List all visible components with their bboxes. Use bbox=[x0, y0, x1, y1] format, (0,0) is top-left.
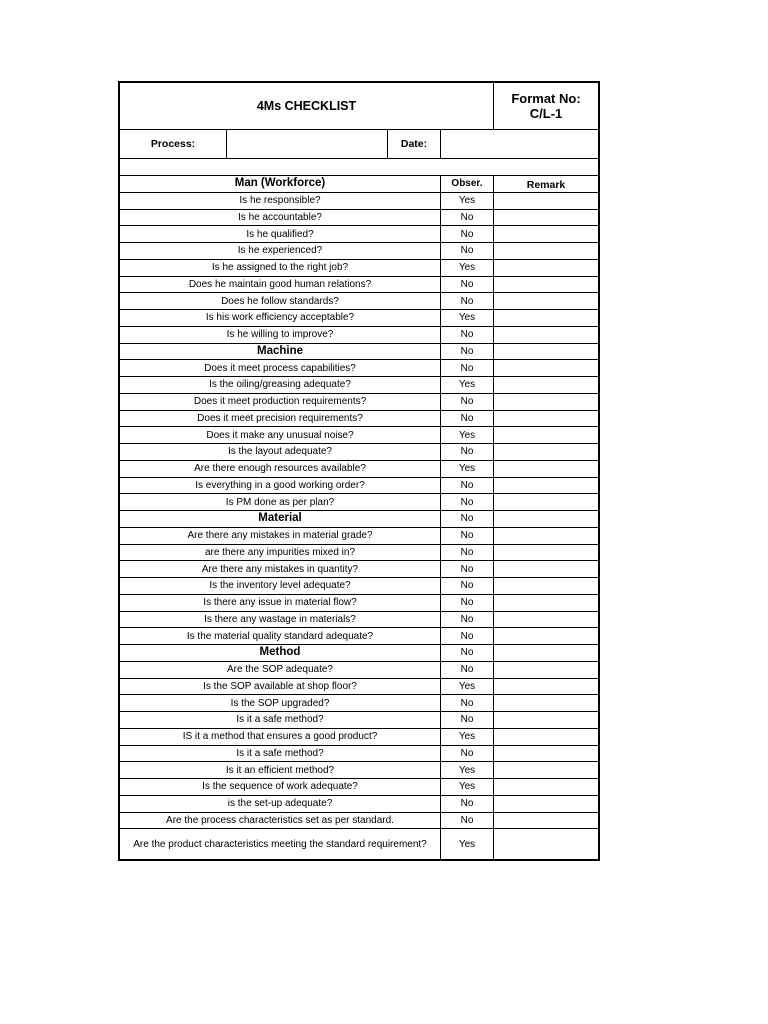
format-value: C/L-1 bbox=[529, 106, 563, 121]
observation-cell[interactable]: No bbox=[441, 712, 494, 728]
observation-cell[interactable]: No bbox=[441, 813, 494, 829]
question-cell: Is he responsible? bbox=[120, 193, 441, 209]
observation-cell[interactable]: No bbox=[441, 210, 494, 226]
table-row bbox=[120, 210, 598, 227]
remark-cell[interactable] bbox=[494, 662, 598, 678]
question-cell: Is it an efficient method? bbox=[120, 762, 441, 778]
question-cell: Does it meet production requirements? bbox=[120, 394, 441, 410]
remark-cell[interactable] bbox=[494, 779, 598, 795]
observation-cell[interactable]: No bbox=[441, 478, 494, 494]
remark-cell[interactable] bbox=[494, 645, 598, 661]
remark-column-header: Remark bbox=[526, 179, 566, 192]
table-row bbox=[120, 662, 598, 679]
question-cell: Is the inventory level adequate? bbox=[120, 578, 441, 594]
table-row bbox=[120, 310, 598, 327]
question-cell: Does it make any unusual noise? bbox=[120, 427, 441, 443]
remark-cell[interactable] bbox=[494, 561, 598, 577]
question-cell: Is everything in a good working order? bbox=[120, 478, 441, 494]
observation-cell[interactable]: No bbox=[441, 360, 494, 376]
checklist-table bbox=[120, 176, 598, 859]
table-row bbox=[120, 595, 598, 612]
remark-cell[interactable] bbox=[494, 545, 598, 561]
remark-cell[interactable] bbox=[494, 494, 598, 510]
format-label: Format No: bbox=[511, 91, 581, 106]
question-cell: Is PM done as per plan? bbox=[120, 494, 441, 510]
remark-cell[interactable] bbox=[494, 444, 598, 460]
remark-cell[interactable] bbox=[494, 746, 598, 762]
remark-cell[interactable] bbox=[494, 829, 598, 859]
remark-cell[interactable] bbox=[494, 310, 598, 326]
observation-cell[interactable]: No bbox=[441, 578, 494, 594]
observation-cell[interactable]: No bbox=[441, 293, 494, 309]
observation-cell[interactable]: No bbox=[441, 277, 494, 293]
table-row bbox=[120, 796, 598, 813]
section-title: Man (Workforce) bbox=[120, 176, 441, 192]
question-cell: Does it meet process capabilities? bbox=[120, 360, 441, 376]
question-cell: are there any impurities mixed in? bbox=[120, 545, 441, 561]
question-cell: Are the SOP adequate? bbox=[120, 662, 441, 678]
observation-cell[interactable]: Yes bbox=[441, 729, 494, 745]
remark-cell[interactable] bbox=[494, 729, 598, 745]
table-row bbox=[120, 813, 598, 830]
remark-cell[interactable] bbox=[494, 612, 598, 628]
remark-cell[interactable] bbox=[494, 695, 598, 711]
section-title: Machine bbox=[120, 344, 441, 360]
remark-cell[interactable] bbox=[494, 578, 598, 594]
remark-cell[interactable] bbox=[494, 210, 598, 226]
section-title: Material bbox=[120, 511, 441, 527]
question-cell: Is the layout adequate? bbox=[120, 444, 441, 460]
section-header-row bbox=[120, 176, 598, 193]
process-label: Process: bbox=[120, 130, 227, 158]
question-cell: Is he experienced? bbox=[120, 243, 441, 259]
remark-cell[interactable] bbox=[494, 628, 598, 644]
remark-cell[interactable] bbox=[494, 679, 598, 695]
date-field[interactable] bbox=[441, 130, 598, 158]
process-date-row bbox=[120, 130, 598, 159]
observation-cell[interactable]: Yes bbox=[441, 427, 494, 443]
remark-cell[interactable] bbox=[494, 427, 598, 443]
page-title: 4Ms CHECKLIST bbox=[120, 83, 494, 129]
section-header-row bbox=[120, 511, 598, 528]
section-header-row bbox=[120, 344, 598, 361]
table-row bbox=[120, 260, 598, 277]
remark-cell[interactable] bbox=[494, 327, 598, 343]
question-cell: Are the product characteristics meeting the standard requirement? bbox=[120, 829, 441, 859]
remark-cell[interactable] bbox=[494, 813, 598, 829]
observation-cell[interactable]: Yes bbox=[441, 260, 494, 276]
observation-cell[interactable]: Yes bbox=[441, 829, 494, 859]
question-cell: Is the SOP upgraded? bbox=[120, 695, 441, 711]
table-row bbox=[120, 729, 598, 746]
table-row bbox=[120, 561, 598, 578]
section-observation: No bbox=[441, 645, 494, 661]
observation-cell[interactable]: No bbox=[441, 595, 494, 611]
observation-cell[interactable]: Yes bbox=[441, 377, 494, 393]
question-cell: Does he follow standards? bbox=[120, 293, 441, 309]
observation-cell[interactable]: Yes bbox=[441, 310, 494, 326]
remark-cell[interactable] bbox=[494, 712, 598, 728]
remark-cell[interactable] bbox=[494, 344, 598, 360]
table-row bbox=[120, 411, 598, 428]
section-observation: No bbox=[441, 511, 494, 527]
remark-cell[interactable] bbox=[494, 277, 598, 293]
question-cell: Is his work efficiency acceptable? bbox=[120, 310, 441, 326]
remark-cell[interactable] bbox=[494, 595, 598, 611]
remark-cell[interactable] bbox=[494, 511, 598, 527]
table-row bbox=[120, 377, 598, 394]
table-row bbox=[120, 226, 598, 243]
table-row bbox=[120, 427, 598, 444]
checklist-sheet bbox=[118, 81, 600, 861]
question-cell: Are there enough resources available? bbox=[120, 461, 441, 477]
table-row bbox=[120, 762, 598, 779]
section-header-row bbox=[120, 645, 598, 662]
observation-cell[interactable]: No bbox=[441, 628, 494, 644]
observation-cell[interactable]: Yes bbox=[441, 461, 494, 477]
question-cell: Is there any issue in material flow? bbox=[120, 595, 441, 611]
observation-cell[interactable]: No bbox=[441, 561, 494, 577]
table-row bbox=[120, 193, 598, 210]
remark-cell[interactable] bbox=[494, 461, 598, 477]
remark-cell[interactable] bbox=[494, 762, 598, 778]
section-observation: No bbox=[441, 344, 494, 360]
question-cell: Are the process characteristics set as per standard. bbox=[120, 813, 441, 829]
table-row bbox=[120, 528, 598, 545]
table-row bbox=[120, 545, 598, 562]
question-cell: Is he willing to improve? bbox=[120, 327, 441, 343]
table-row bbox=[120, 612, 598, 629]
question-cell: Is there any wastage in materials? bbox=[120, 612, 441, 628]
question-cell: Is he assigned to the right job? bbox=[120, 260, 441, 276]
observation-cell[interactable]: No bbox=[441, 243, 494, 259]
question-cell: Are there any mistakes in quantity? bbox=[120, 561, 441, 577]
remark-cell[interactable] bbox=[494, 360, 598, 376]
table-row bbox=[120, 628, 598, 645]
observation-cell[interactable]: No bbox=[441, 226, 494, 242]
table-row bbox=[120, 360, 598, 377]
observation-cell[interactable]: Yes bbox=[441, 193, 494, 209]
remark-cell[interactable] bbox=[494, 411, 598, 427]
question-cell: Is the oiling/greasing adequate? bbox=[120, 377, 441, 393]
observation-cell[interactable]: No bbox=[441, 695, 494, 711]
format-number bbox=[494, 83, 598, 129]
observation-cell[interactable]: No bbox=[441, 394, 494, 410]
remark-cell[interactable] bbox=[494, 243, 598, 259]
observation-cell[interactable]: No bbox=[441, 545, 494, 561]
remark-cell[interactable] bbox=[494, 293, 598, 309]
observation-cell[interactable]: No bbox=[441, 327, 494, 343]
table-row bbox=[120, 746, 598, 763]
section-title: Method bbox=[120, 645, 441, 661]
table-row bbox=[120, 679, 598, 696]
date-label: Date: bbox=[388, 130, 441, 158]
question-cell: Is the sequence of work adequate? bbox=[120, 779, 441, 795]
observation-cell[interactable]: No bbox=[441, 746, 494, 762]
question-cell: Is it a safe method? bbox=[120, 712, 441, 728]
question-cell: Is the SOP available at shop floor? bbox=[120, 679, 441, 695]
question-cell: Is he qualified? bbox=[120, 226, 441, 242]
question-cell: IS it a method that ensures a good product? bbox=[120, 729, 441, 745]
process-field[interactable] bbox=[227, 130, 388, 158]
remark-cell[interactable] bbox=[494, 478, 598, 494]
observation-cell[interactable]: No bbox=[441, 494, 494, 510]
table-row bbox=[120, 243, 598, 260]
spacer-row bbox=[120, 159, 598, 176]
question-cell: Does he maintain good human relations? bbox=[120, 277, 441, 293]
observation-cell[interactable]: No bbox=[441, 411, 494, 427]
table-row bbox=[120, 779, 598, 796]
table-row bbox=[120, 478, 598, 495]
table-row bbox=[120, 461, 598, 478]
remark-cell[interactable] bbox=[494, 528, 598, 544]
observation-column-header: Obser. bbox=[441, 176, 494, 192]
question-cell: Is it a safe method? bbox=[120, 746, 441, 762]
table-row bbox=[120, 829, 598, 859]
remark-cell[interactable] bbox=[494, 226, 598, 242]
table-row bbox=[120, 293, 598, 310]
table-row bbox=[120, 494, 598, 511]
question-cell: Is he accountable? bbox=[120, 210, 441, 226]
remark-cell[interactable] bbox=[494, 394, 598, 410]
question-cell: Are there any mistakes in material grade? bbox=[120, 528, 441, 544]
observation-cell[interactable]: No bbox=[441, 528, 494, 544]
header-row bbox=[120, 83, 598, 130]
observation-cell[interactable]: No bbox=[441, 444, 494, 460]
observation-cell[interactable]: Yes bbox=[441, 679, 494, 695]
question-cell: Does it meet precision requirements? bbox=[120, 411, 441, 427]
table-row bbox=[120, 327, 598, 344]
question-cell: Is the material quality standard adequate? bbox=[120, 628, 441, 644]
remark-cell[interactable] bbox=[494, 796, 598, 812]
table-row bbox=[120, 695, 598, 712]
remark-cell[interactable] bbox=[494, 193, 598, 209]
observation-cell[interactable]: Yes bbox=[441, 762, 494, 778]
remark-cell[interactable] bbox=[494, 377, 598, 393]
table-row bbox=[120, 277, 598, 294]
observation-cell[interactable]: No bbox=[441, 612, 494, 628]
remark-cell[interactable] bbox=[494, 260, 598, 276]
observation-cell[interactable]: No bbox=[441, 662, 494, 678]
table-row bbox=[120, 444, 598, 461]
table-row bbox=[120, 712, 598, 729]
table-row bbox=[120, 578, 598, 595]
table-row bbox=[120, 394, 598, 411]
observation-cell[interactable]: No bbox=[441, 796, 494, 812]
observation-cell[interactable]: Yes bbox=[441, 779, 494, 795]
question-cell: is the set-up adequate? bbox=[120, 796, 441, 812]
